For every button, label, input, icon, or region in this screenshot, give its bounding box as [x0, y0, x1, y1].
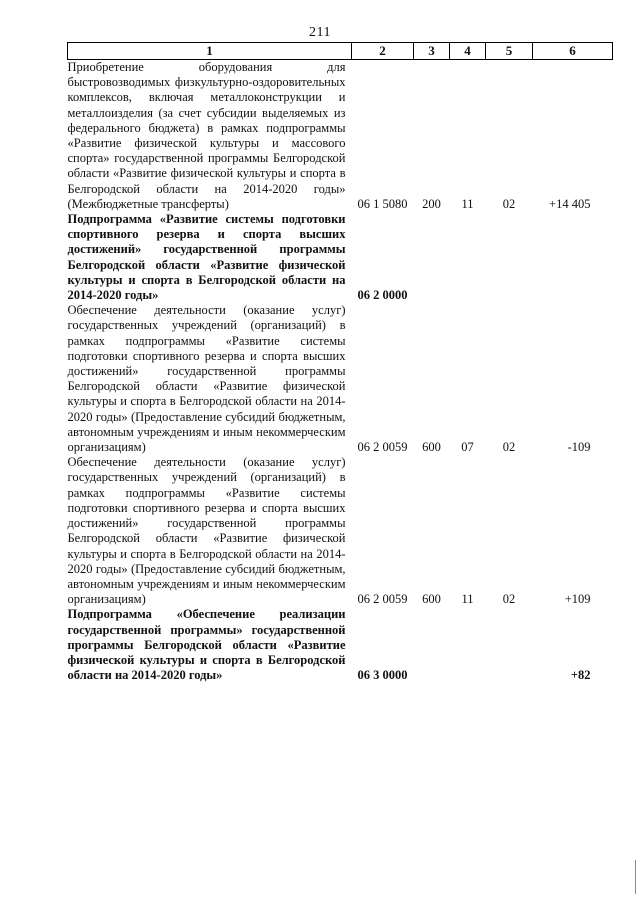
row-col5 [486, 607, 533, 683]
table-row [68, 212, 613, 303]
column-header-4: 4 [450, 43, 486, 60]
row-description: Обеспечение деятельности (оказание услуг) государственных учреждений (организаций) в рамках подпрограммы «Развитие системы подготовки спортивного резерва и спорта высших достижений» государственной программы Белгородской области «Развитие физической культуры и спорта в Белгородской области на 2014-2020 годы» (Предоставление субсидий бюджетным, автономным учреждениям и иным некоммерческим организациям) [67, 303, 346, 455]
table-row [68, 455, 613, 607]
row-code: 06 3 0000 [357, 668, 408, 683]
row-col3: 200 [422, 196, 441, 211]
table-row [68, 303, 613, 455]
row-amount: -109 [567, 440, 591, 455]
row-col3 [414, 212, 450, 303]
row-amount [533, 212, 613, 303]
row-description: Обеспечение деятельности (оказание услуг) государственных учреждений (организаций) в рамках подпрограммы «Развитие системы подготовки спортивного резерва и спорта высших достижений» государственной программы Белгородской области «Развитие физической культуры и спорта в Белгородской области на 2014-2020 годы» (Предоставление субсидий бюджетным, автономным учреждениям и иным некоммерческим организациям) [67, 455, 346, 607]
table-header-row [68, 43, 613, 60]
table-row [68, 607, 613, 683]
row-code: 06 1 5080 [357, 196, 408, 211]
row-col5: 02 [502, 592, 516, 607]
page-number: 211 [309, 25, 331, 40]
row-code: 06 2 0059 [357, 592, 408, 607]
table-row [68, 60, 613, 213]
row-col3 [414, 607, 450, 683]
column-header-2: 2 [352, 43, 414, 60]
row-code: 06 2 0000 [357, 288, 408, 303]
row-col4 [450, 607, 486, 683]
row-description: Приобретение оборудования для быстровозводимых физкультурно-оздоровительных комплексов, включая металлоконструкции и металлоизделия (за счет субсидии выделяемых из федерального бюджета) в рамках подпрограммы «Развитие физической культуры и массового спорта» государственной программы Белгородской области «Развитие физической культуры и спорта в Белгородской области на 2014-2020 годы» (Межбюджетные трансферты) [67, 60, 346, 211]
column-header-5: 5 [486, 43, 533, 60]
scan-edge-mark [635, 860, 636, 894]
row-col4 [450, 212, 486, 303]
row-col4: 11 [461, 196, 474, 211]
column-header-6: 6 [533, 43, 613, 60]
row-amount: +82 [570, 668, 591, 683]
row-code: 06 2 0059 [357, 440, 408, 455]
budget-table [67, 42, 613, 683]
row-description: Подпрограмма «Обеспечение реализации государственной программы» государственной программы Белгородской области «Развитие физической культуры и спорта в Белгородской области на 2014-2020 годы» [67, 607, 346, 683]
column-header-3: 3 [414, 43, 450, 60]
row-col5: 02 [502, 440, 516, 455]
row-col4: 07 [461, 440, 474, 455]
row-col3: 600 [422, 440, 441, 455]
row-col5: 02 [502, 196, 516, 211]
row-col3: 600 [422, 592, 441, 607]
row-description: Подпрограмма «Развитие системы подготовки спортивного резерва и спорта высших достижений» государственной программы Белгородской области «Развитие физической культуры и спорта в Белгородской области на 2014-2020 годы» [67, 212, 346, 303]
row-amount: +14 405 [549, 196, 591, 211]
row-col5 [486, 212, 533, 303]
column-header-1: 1 [68, 43, 352, 60]
row-amount: +109 [564, 592, 591, 607]
row-col4: 11 [461, 592, 474, 607]
